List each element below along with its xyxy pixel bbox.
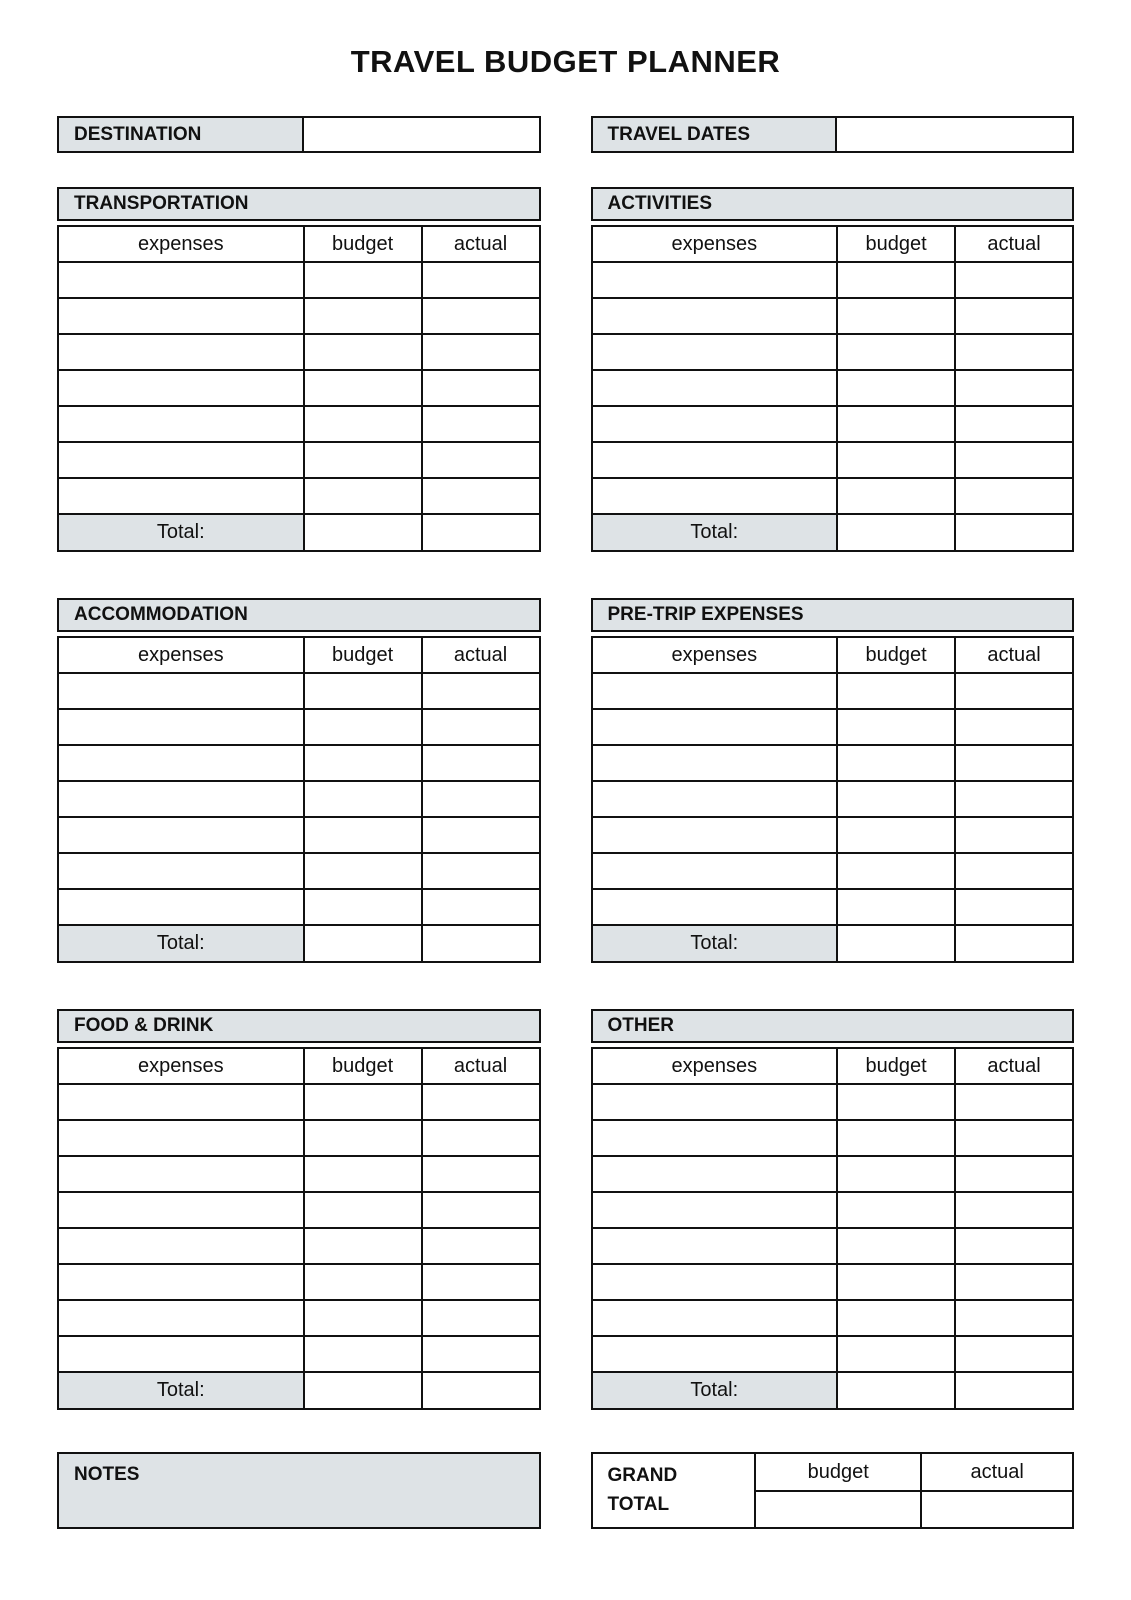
column-header-actual: actual [422, 226, 540, 262]
column-header-row [58, 1048, 540, 1084]
expense-row [58, 889, 540, 925]
expense-row [592, 478, 1074, 514]
column-header-budget: budget [837, 637, 955, 673]
actual-cell[interactable] [955, 853, 1073, 889]
expense-row [592, 1336, 1074, 1372]
expense-row [592, 1084, 1074, 1120]
expense-name-cell[interactable] [58, 1084, 304, 1120]
budget-cell[interactable] [837, 1192, 955, 1228]
expense-row [592, 853, 1074, 889]
expense-name-cell[interactable] [58, 745, 304, 781]
expense-name-cell[interactable] [58, 1228, 304, 1264]
travel-dates-label: TRAVEL DATES [593, 118, 838, 151]
column-header-actual: actual [422, 637, 540, 673]
expense-name-cell[interactable] [58, 1156, 304, 1192]
expense-name-cell[interactable] [592, 478, 838, 514]
grand-total-label [592, 1453, 756, 1528]
actual-cell[interactable] [422, 298, 540, 334]
total-label: Total: [592, 1372, 838, 1409]
expense-row [58, 673, 540, 709]
expense-name-cell[interactable] [592, 1264, 838, 1300]
column-header-row [592, 226, 1074, 262]
section-food-drink [57, 1009, 541, 1410]
budget-cell[interactable] [837, 781, 955, 817]
column-header-expenses: expenses [58, 637, 304, 673]
grand-total-label-line2: TOTAL [607, 1493, 670, 1515]
expense-name-cell[interactable] [58, 1120, 304, 1156]
actual-cell[interactable] [422, 406, 540, 442]
expense-name-cell[interactable] [592, 334, 838, 370]
expense-name-cell[interactable] [592, 889, 838, 925]
budget-cell[interactable] [837, 1264, 955, 1300]
total-actual-cell[interactable] [955, 514, 1073, 551]
expense-row [592, 334, 1074, 370]
budget-cell[interactable] [304, 478, 422, 514]
expense-row [592, 370, 1074, 406]
expense-row [592, 1300, 1074, 1336]
column-header-budget: budget [304, 1048, 422, 1084]
budget-cell[interactable] [837, 1228, 955, 1264]
budget-cell[interactable] [304, 817, 422, 853]
other-table [591, 1047, 1075, 1410]
budget-cell[interactable] [304, 1156, 422, 1192]
section-transportation [57, 187, 541, 552]
expense-name-cell[interactable] [58, 370, 304, 406]
section-other-title: OTHER [591, 1009, 1075, 1043]
expense-name-cell[interactable] [58, 817, 304, 853]
expense-name-cell[interactable] [58, 406, 304, 442]
budget-cell[interactable] [837, 1300, 955, 1336]
expense-row [592, 673, 1074, 709]
actual-cell[interactable] [422, 745, 540, 781]
travel-dates-field [591, 116, 1075, 153]
total-budget-cell[interactable] [837, 1372, 955, 1409]
total-budget-cell[interactable] [304, 925, 422, 962]
budget-cell[interactable] [304, 1192, 422, 1228]
expense-name-cell[interactable] [592, 781, 838, 817]
food-drink-table [57, 1047, 541, 1410]
actual-cell[interactable] [422, 478, 540, 514]
total-row [58, 514, 540, 551]
actual-cell[interactable] [422, 889, 540, 925]
column-header-expenses: expenses [592, 1048, 838, 1084]
column-header-budget: budget [304, 226, 422, 262]
total-actual-cell[interactable] [422, 514, 540, 551]
budget-cell[interactable] [304, 1264, 422, 1300]
expense-name-cell[interactable] [592, 442, 838, 478]
actual-cell[interactable] [422, 370, 540, 406]
total-row [592, 514, 1074, 551]
top-fields-row [57, 116, 1074, 153]
actual-cell[interactable] [422, 1120, 540, 1156]
budget-cell[interactable] [304, 853, 422, 889]
expense-name-cell[interactable] [592, 817, 838, 853]
actual-cell[interactable] [955, 1156, 1073, 1192]
expense-name-cell[interactable] [58, 1300, 304, 1336]
actual-cell[interactable] [955, 1264, 1073, 1300]
column-header-budget: budget [837, 226, 955, 262]
total-actual-cell[interactable] [422, 1372, 540, 1409]
bottom-row [57, 1452, 1074, 1529]
actual-cell[interactable] [422, 1156, 540, 1192]
budget-cell[interactable] [304, 1228, 422, 1264]
grand-total-table [591, 1452, 1075, 1529]
actual-cell[interactable] [955, 1300, 1073, 1336]
expense-name-cell[interactable] [592, 406, 838, 442]
actual-cell[interactable] [955, 889, 1073, 925]
total-budget-cell[interactable] [837, 514, 955, 551]
actual-cell[interactable] [955, 709, 1073, 745]
expense-name-cell[interactable] [58, 334, 304, 370]
budget-cell[interactable] [304, 262, 422, 298]
budget-cell[interactable] [304, 334, 422, 370]
pre-trip-expenses-table [591, 636, 1075, 963]
expense-row [592, 442, 1074, 478]
sections-grid [57, 187, 1074, 1410]
column-header-row [58, 226, 540, 262]
actual-cell[interactable] [422, 262, 540, 298]
expense-row [58, 298, 540, 334]
grand-total-actual-cell[interactable] [921, 1491, 1073, 1528]
budget-cell[interactable] [304, 1120, 422, 1156]
expense-row [58, 853, 540, 889]
budget-cell[interactable] [304, 1336, 422, 1372]
actual-cell[interactable] [955, 406, 1073, 442]
total-row [58, 925, 540, 962]
total-row [592, 925, 1074, 962]
expense-name-cell[interactable] [592, 1120, 838, 1156]
expense-row [58, 1228, 540, 1264]
actual-cell[interactable] [422, 709, 540, 745]
expense-row [58, 1156, 540, 1192]
actual-cell[interactable] [422, 673, 540, 709]
budget-cell[interactable] [304, 1300, 422, 1336]
expense-name-cell[interactable] [592, 262, 838, 298]
column-header-row [58, 637, 540, 673]
actual-cell[interactable] [955, 370, 1073, 406]
budget-cell[interactable] [837, 745, 955, 781]
total-actual-cell[interactable] [955, 925, 1073, 962]
destination-label: DESTINATION [59, 118, 304, 151]
budget-cell[interactable] [837, 853, 955, 889]
notes-box[interactable] [57, 1452, 541, 1529]
expense-row [58, 745, 540, 781]
actual-cell[interactable] [955, 1084, 1073, 1120]
expense-row [58, 817, 540, 853]
expense-row [592, 262, 1074, 298]
budget-cell[interactable] [304, 298, 422, 334]
grand-total-actual-header: actual [921, 1453, 1073, 1491]
section-activities [591, 187, 1075, 552]
notes-label: NOTES [74, 1464, 140, 1485]
actual-cell[interactable] [422, 334, 540, 370]
actual-cell[interactable] [955, 1192, 1073, 1228]
budget-cell[interactable] [837, 1084, 955, 1120]
column-header-actual: actual [955, 637, 1073, 673]
expense-row [58, 334, 540, 370]
column-header-row [592, 1048, 1074, 1084]
expense-row [592, 817, 1074, 853]
expense-row [592, 1192, 1074, 1228]
budget-cell[interactable] [837, 817, 955, 853]
expense-row [58, 1120, 540, 1156]
total-label: Total: [592, 514, 838, 551]
expense-row [592, 745, 1074, 781]
total-budget-cell[interactable] [304, 514, 422, 551]
expense-row [58, 1084, 540, 1120]
budget-cell[interactable] [837, 406, 955, 442]
total-row [592, 1372, 1074, 1409]
expense-row [592, 1264, 1074, 1300]
actual-cell[interactable] [422, 1264, 540, 1300]
accommodation-table [57, 636, 541, 963]
grand-total-label-line1: GRAND [607, 1465, 678, 1486]
actual-cell[interactable] [955, 298, 1073, 334]
column-header-budget: budget [304, 637, 422, 673]
activities-table [591, 225, 1075, 552]
expense-name-cell[interactable] [58, 478, 304, 514]
expense-row [58, 709, 540, 745]
total-label: Total: [58, 925, 304, 962]
actual-cell[interactable] [955, 478, 1073, 514]
expense-name-cell[interactable] [592, 1336, 838, 1372]
expense-row [592, 406, 1074, 442]
expense-row [58, 370, 540, 406]
column-header-expenses: expenses [592, 226, 838, 262]
expense-name-cell[interactable] [592, 673, 838, 709]
actual-cell[interactable] [422, 1192, 540, 1228]
actual-cell[interactable] [422, 1084, 540, 1120]
expense-name-cell[interactable] [58, 889, 304, 925]
transportation-table [57, 225, 541, 552]
expense-row [58, 478, 540, 514]
actual-cell[interactable] [422, 781, 540, 817]
budget-cell[interactable] [837, 709, 955, 745]
expense-name-cell[interactable] [58, 262, 304, 298]
section-pre-trip-expenses [591, 598, 1075, 963]
total-actual-cell[interactable] [422, 925, 540, 962]
expense-row [58, 1336, 540, 1372]
column-header-actual: actual [955, 1048, 1073, 1084]
expense-name-cell[interactable] [58, 1264, 304, 1300]
actual-cell[interactable] [955, 442, 1073, 478]
grand-total-budget-cell[interactable] [755, 1491, 921, 1528]
column-header-expenses: expenses [58, 226, 304, 262]
expense-name-cell[interactable] [58, 709, 304, 745]
total-label: Total: [58, 1372, 304, 1409]
budget-cell[interactable] [304, 1084, 422, 1120]
expense-name-cell[interactable] [592, 1300, 838, 1336]
budget-cell[interactable] [837, 1120, 955, 1156]
total-budget-cell[interactable] [837, 925, 955, 962]
expense-name-cell[interactable] [58, 442, 304, 478]
section-food-drink-title: FOOD & DRINK [57, 1009, 541, 1043]
expense-name-cell[interactable] [592, 1084, 838, 1120]
expense-row [592, 1120, 1074, 1156]
actual-cell[interactable] [955, 1336, 1073, 1372]
column-header-actual: actual [955, 226, 1073, 262]
column-header-budget: budget [837, 1048, 955, 1084]
actual-cell[interactable] [955, 817, 1073, 853]
section-other [591, 1009, 1075, 1410]
actual-cell[interactable] [422, 1300, 540, 1336]
expense-name-cell[interactable] [58, 1336, 304, 1372]
destination-input[interactable] [304, 118, 539, 151]
column-header-actual: actual [422, 1048, 540, 1084]
expense-name-cell[interactable] [58, 673, 304, 709]
expense-name-cell[interactable] [592, 709, 838, 745]
expense-name-cell[interactable] [58, 1192, 304, 1228]
expense-name-cell[interactable] [592, 1156, 838, 1192]
budget-cell[interactable] [304, 889, 422, 925]
section-activities-title: ACTIVITIES [591, 187, 1075, 221]
destination-field [57, 116, 541, 153]
budget-cell[interactable] [837, 478, 955, 514]
budget-cell[interactable] [304, 709, 422, 745]
expense-name-cell[interactable] [58, 298, 304, 334]
budget-cell[interactable] [304, 442, 422, 478]
column-header-expenses: expenses [58, 1048, 304, 1084]
expense-row [592, 709, 1074, 745]
expense-row [58, 1264, 540, 1300]
budget-cell[interactable] [304, 370, 422, 406]
expense-name-cell[interactable] [592, 745, 838, 781]
budget-cell[interactable] [304, 673, 422, 709]
actual-cell[interactable] [955, 1228, 1073, 1264]
budget-cell[interactable] [304, 745, 422, 781]
actual-cell[interactable] [955, 781, 1073, 817]
column-header-row [592, 637, 1074, 673]
budget-cell[interactable] [837, 334, 955, 370]
page-title: TRAVEL BUDGET PLANNER [350, 44, 781, 79]
actual-cell[interactable] [955, 334, 1073, 370]
section-transportation-title: TRANSPORTATION [57, 187, 541, 221]
total-label: Total: [592, 925, 838, 962]
expense-name-cell[interactable] [58, 781, 304, 817]
total-budget-cell[interactable] [304, 1372, 422, 1409]
budget-cell[interactable] [837, 673, 955, 709]
total-label: Total: [58, 514, 304, 551]
expense-name-cell[interactable] [592, 853, 838, 889]
budget-cell[interactable] [837, 889, 955, 925]
expense-name-cell[interactable] [58, 853, 304, 889]
expense-row [592, 1228, 1074, 1264]
actual-cell[interactable] [422, 442, 540, 478]
actual-cell[interactable] [422, 853, 540, 889]
expense-row [58, 262, 540, 298]
actual-cell[interactable] [422, 817, 540, 853]
expense-row [592, 1156, 1074, 1192]
grand-total-budget-header: budget [755, 1453, 921, 1491]
expense-row [58, 1300, 540, 1336]
expense-name-cell[interactable] [592, 1228, 838, 1264]
total-actual-cell[interactable] [955, 1372, 1073, 1409]
budget-cell[interactable] [837, 370, 955, 406]
expense-row [58, 406, 540, 442]
actual-cell[interactable] [422, 1336, 540, 1372]
section-accommodation-title: ACCOMMODATION [57, 598, 541, 632]
budget-cell[interactable] [837, 1336, 955, 1372]
expense-row [58, 781, 540, 817]
budget-cell[interactable] [837, 442, 955, 478]
expense-row [592, 298, 1074, 334]
expense-row [58, 1192, 540, 1228]
expense-row [58, 442, 540, 478]
expense-name-cell[interactable] [592, 370, 838, 406]
actual-cell[interactable] [955, 1120, 1073, 1156]
expense-row [592, 781, 1074, 817]
actual-cell[interactable] [422, 1228, 540, 1264]
column-header-expenses: expenses [592, 637, 838, 673]
budget-cell[interactable] [837, 1156, 955, 1192]
section-accommodation [57, 598, 541, 963]
expense-name-cell[interactable] [592, 298, 838, 334]
budget-cell[interactable] [304, 406, 422, 442]
section-pre-trip-expenses-title: PRE-TRIP EXPENSES [591, 598, 1075, 632]
travel-dates-input[interactable] [837, 118, 1072, 151]
budget-cell[interactable] [837, 262, 955, 298]
expense-row [592, 889, 1074, 925]
actual-cell[interactable] [955, 745, 1073, 781]
total-row [58, 1372, 540, 1409]
budget-cell[interactable] [837, 298, 955, 334]
expense-name-cell[interactable] [592, 1192, 838, 1228]
actual-cell[interactable] [955, 262, 1073, 298]
actual-cell[interactable] [955, 673, 1073, 709]
budget-cell[interactable] [304, 781, 422, 817]
